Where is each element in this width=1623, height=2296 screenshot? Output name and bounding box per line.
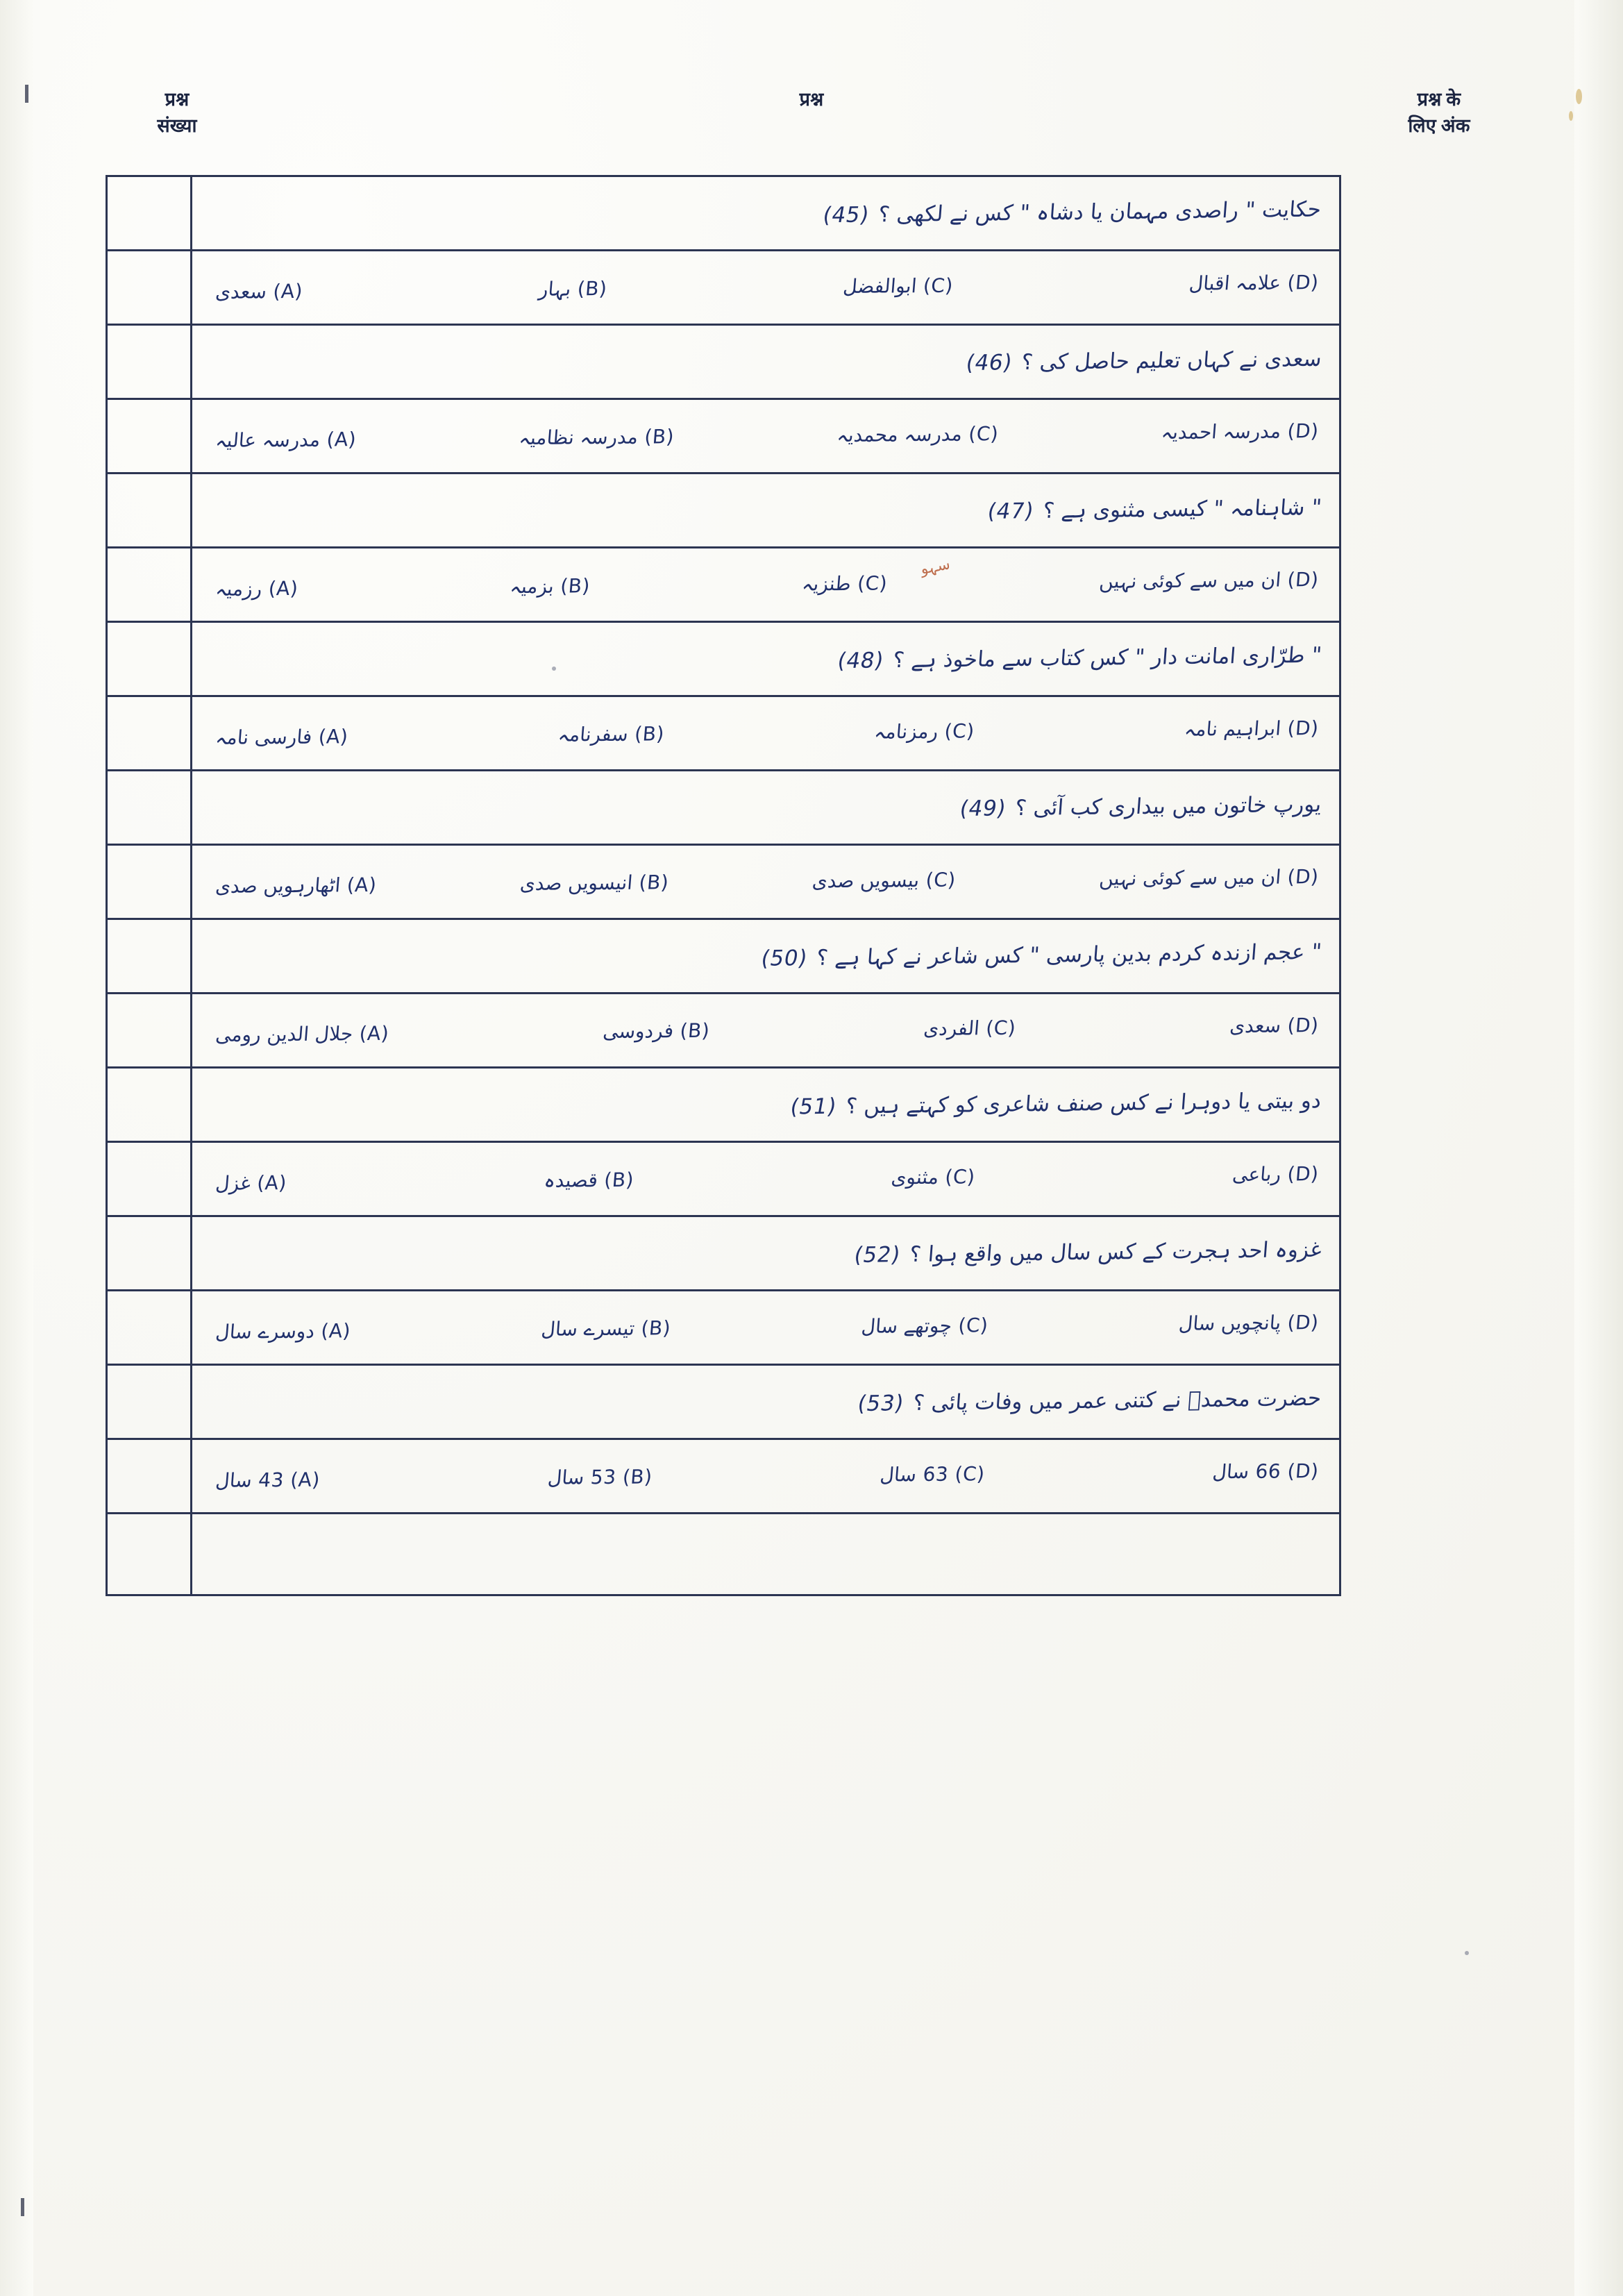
question-number: (46) bbox=[964, 350, 1014, 376]
option-list bbox=[212, 1460, 1322, 1492]
table-row bbox=[108, 1440, 1341, 1514]
option-item: (D) 66 سال bbox=[1211, 1459, 1320, 1484]
cell-question-number bbox=[108, 1217, 192, 1289]
table-row bbox=[108, 1366, 1341, 1440]
table-row bbox=[108, 474, 1341, 548]
option-item: (D) رباعی bbox=[1231, 1162, 1320, 1187]
option-item: (A) جلال الدین رومی bbox=[215, 1021, 390, 1046]
question-number: (52) bbox=[852, 1242, 902, 1268]
cell-options bbox=[192, 251, 1341, 324]
page-corner-mark-bottom bbox=[21, 2198, 24, 2216]
option-item: (B) انیسویں صدی bbox=[519, 871, 670, 896]
header-question-number: प्रश्न संख्या bbox=[157, 89, 197, 137]
option-list bbox=[212, 1014, 1322, 1046]
cell-question-number bbox=[108, 623, 192, 695]
option-item: (A) اٹھارہویں صدی bbox=[215, 873, 378, 898]
cell-question-number bbox=[108, 1366, 192, 1438]
option-item: (C) رمزنامہ bbox=[873, 719, 975, 744]
cell-question-text bbox=[192, 326, 1341, 398]
cell-question-number bbox=[108, 548, 192, 621]
option-item: (D) سعدی bbox=[1229, 1013, 1320, 1038]
question-line bbox=[749, 940, 1322, 972]
option-item: (A) دوسرے سال bbox=[215, 1319, 352, 1343]
question-text: غزوہ احد ہجرت کے کس سال میں واقع ہوا ؟ bbox=[908, 1237, 1322, 1268]
question-number: (50) bbox=[759, 946, 809, 972]
option-item: (D) ان میں سے کوئی نہیں bbox=[1098, 864, 1320, 890]
table-row bbox=[108, 920, 1341, 994]
cell-question-text bbox=[192, 920, 1341, 992]
option-item: (B) قصیدہ bbox=[543, 1168, 635, 1192]
option-item: (A) رزمیہ bbox=[215, 576, 299, 601]
option-item: (A) مدرسہ عالیہ bbox=[215, 428, 358, 452]
option-item: (C) بیسویں صدی bbox=[811, 868, 957, 893]
option-item: (B) بزمیہ bbox=[509, 574, 591, 598]
cell-options bbox=[192, 400, 1341, 472]
question-line bbox=[846, 1386, 1322, 1417]
ink-speck bbox=[1569, 111, 1573, 121]
question-text: " طرّاری امانت دار " کس کتاب سے ماخوذ ہے ؟ bbox=[891, 642, 1322, 673]
cell-question-text bbox=[192, 1217, 1341, 1289]
cell-question-number bbox=[108, 1291, 192, 1364]
option-item: (C) 63 سال bbox=[879, 1462, 986, 1486]
option-item: (D) علامہ اقبال bbox=[1188, 270, 1320, 295]
cell-options bbox=[192, 846, 1341, 918]
cell-question-number bbox=[108, 697, 192, 769]
table-row bbox=[108, 623, 1341, 697]
option-item: (D) مدرسہ احمدیہ bbox=[1160, 419, 1320, 444]
table-row bbox=[108, 1069, 1341, 1143]
table-row bbox=[108, 548, 1341, 623]
table-header bbox=[104, 82, 1519, 149]
option-item: (C) الفردی bbox=[923, 1016, 1017, 1040]
table-row bbox=[108, 400, 1341, 474]
option-item: (B) تیسرے سال bbox=[540, 1316, 672, 1341]
question-number: (48) bbox=[835, 648, 886, 674]
option-item: (B) 53 سال bbox=[546, 1465, 653, 1489]
cell-options bbox=[192, 697, 1341, 769]
option-list bbox=[212, 1312, 1322, 1343]
cell-question-number bbox=[108, 400, 192, 472]
option-item: (A) 43 سال bbox=[215, 1468, 321, 1492]
question-text: سعدی نے کہاں تعلیم حاصل کی ؟ bbox=[1020, 346, 1322, 376]
header-marks: प्रश्न के लिए अंक bbox=[1408, 89, 1470, 137]
margin-scribble: سہو bbox=[919, 555, 952, 578]
question-number: (45) bbox=[821, 202, 872, 228]
table-row bbox=[108, 994, 1341, 1069]
table-row bbox=[108, 1143, 1341, 1217]
question-number: (49) bbox=[957, 796, 1008, 822]
table-row bbox=[108, 697, 1341, 771]
option-item: (D) ان میں سے کوئی نہیں bbox=[1098, 567, 1320, 593]
page-corner-mark-top bbox=[25, 85, 28, 103]
option-list bbox=[212, 569, 1322, 601]
question-number: (47) bbox=[985, 498, 1036, 525]
question-text: حضرت محمدؐ نے کتنی عمر میں وفات پائی ؟ bbox=[912, 1386, 1322, 1416]
table-row bbox=[108, 1217, 1341, 1291]
cell-options bbox=[192, 994, 1341, 1066]
question-number: (53) bbox=[855, 1391, 906, 1417]
option-item: (D) پانچویں سال bbox=[1177, 1310, 1320, 1335]
page-left-edge bbox=[0, 0, 33, 2296]
option-list bbox=[212, 866, 1322, 898]
option-item: (C) مثنوی bbox=[890, 1165, 976, 1189]
stray-dot bbox=[1465, 1951, 1469, 1955]
option-item: (B) بہار bbox=[537, 276, 608, 301]
option-item: (A) غزل bbox=[215, 1171, 288, 1195]
cell-question-number bbox=[108, 771, 192, 844]
option-list bbox=[212, 271, 1322, 303]
cell-options bbox=[192, 548, 1341, 621]
cell-question-number bbox=[108, 846, 192, 918]
question-text: " عجم ازندہ کردم بدین پارسی " کس شاعر نے کہا ہے ؟ bbox=[815, 939, 1322, 971]
question-line bbox=[779, 1089, 1322, 1120]
cell-question-text bbox=[192, 771, 1341, 844]
question-text: یورپ خاتون میں بیداری کب آئی ؟ bbox=[1014, 791, 1322, 821]
question-text: " شاہنامہ " کیسی مثنوی ہے ؟ bbox=[1041, 495, 1322, 524]
table-row bbox=[108, 177, 1341, 251]
option-item: (A) سعدی bbox=[215, 279, 304, 303]
option-list bbox=[212, 420, 1322, 452]
cell-question-number bbox=[108, 474, 192, 546]
question-line bbox=[842, 1238, 1322, 1268]
option-item: (C) طنزیہ bbox=[801, 571, 889, 596]
cell-question-text bbox=[192, 177, 1341, 249]
cell-question-number bbox=[108, 177, 192, 249]
option-item: (C) چوتھے سال bbox=[860, 1314, 989, 1338]
question-line bbox=[825, 644, 1322, 674]
option-item: (A) فارسی نامہ bbox=[215, 725, 349, 749]
option-item: (C) مدرسہ محمدیہ bbox=[836, 422, 1000, 447]
cell-question-text bbox=[192, 474, 1341, 546]
table-row bbox=[108, 1291, 1341, 1366]
question-table bbox=[106, 175, 1341, 1596]
cell-question-text bbox=[192, 1069, 1341, 1141]
cell-question-number bbox=[108, 1514, 192, 1594]
option-item: (B) سفرنامہ bbox=[557, 722, 666, 746]
table-row bbox=[108, 846, 1341, 920]
cell-question-number bbox=[108, 1143, 192, 1215]
ink-speck bbox=[1576, 89, 1582, 104]
question-line bbox=[954, 347, 1322, 376]
cell-question-number bbox=[108, 251, 192, 324]
table-row bbox=[108, 326, 1341, 400]
option-item: (C) ابوالفضل bbox=[842, 274, 955, 298]
header-question: प्रश्न bbox=[799, 89, 824, 110]
table-row bbox=[108, 1514, 1341, 1596]
cell-question-number bbox=[108, 326, 192, 398]
cell-options bbox=[192, 1143, 1341, 1215]
table-row bbox=[108, 771, 1341, 846]
option-item: (B) فردوسی bbox=[602, 1019, 711, 1043]
question-line bbox=[975, 496, 1322, 525]
cell-question-number bbox=[108, 920, 192, 992]
cell-options bbox=[192, 1440, 1341, 1512]
table-row bbox=[108, 251, 1341, 326]
cell-empty bbox=[192, 1514, 1341, 1594]
page-right-edge bbox=[1574, 0, 1623, 2296]
cell-options bbox=[192, 1291, 1341, 1364]
cell-question-number bbox=[108, 1440, 192, 1512]
question-text: دو بیتی یا دوہرا نے کس صنف شاعری کو کہتے ہیں ؟ bbox=[845, 1088, 1322, 1119]
option-item: (B) مدرسہ نظامیہ bbox=[518, 425, 675, 450]
cell-question-number bbox=[108, 1069, 192, 1141]
cell-question-number bbox=[108, 994, 192, 1066]
option-list bbox=[212, 1163, 1322, 1195]
question-line bbox=[948, 793, 1322, 822]
option-item: (D) ابراہیم نامہ bbox=[1183, 716, 1320, 741]
cell-question-text bbox=[192, 1366, 1341, 1438]
question-number: (51) bbox=[788, 1093, 839, 1120]
question-line bbox=[812, 198, 1322, 229]
cell-question-text bbox=[192, 623, 1341, 695]
option-list bbox=[212, 717, 1322, 749]
question-text: حکایت " راصدی مہمان یا دشاہ " کس نے لکھی ؟ bbox=[877, 196, 1322, 228]
